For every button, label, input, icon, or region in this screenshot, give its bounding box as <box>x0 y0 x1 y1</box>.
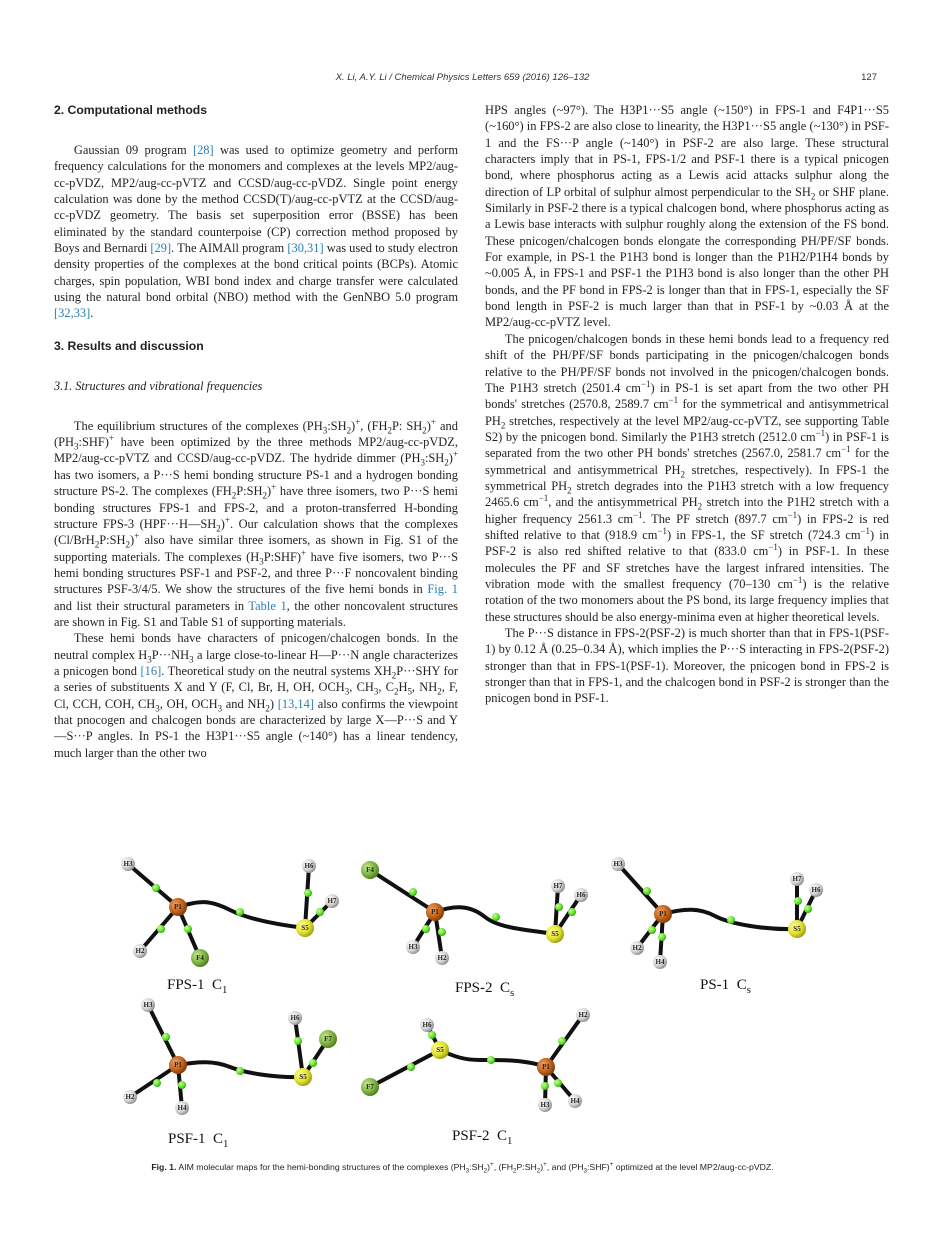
panel-fps-1 <box>100 850 350 996</box>
svg-text:S5: S5 <box>551 930 559 938</box>
citation-link-32-33[interactable]: [32,33] <box>54 306 91 321</box>
svg-text:F4: F4 <box>196 954 204 962</box>
citation-link-29[interactable]: [29] <box>150 241 172 256</box>
svg-text:H2: H2 <box>578 1011 588 1019</box>
panel-psf-2 <box>360 995 610 1145</box>
page-number: 127 <box>861 72 877 83</box>
panel-ps-1 <box>605 850 855 996</box>
svg-text:H7: H7 <box>792 875 802 883</box>
svg-text:H4: H4 <box>570 1097 580 1105</box>
svg-text:P1: P1 <box>174 903 182 911</box>
svg-text:S5: S5 <box>301 924 309 932</box>
panel-psf-1 <box>100 995 350 1150</box>
paragraph-hps-angles: HPS angles (~97°). The H3P1···S5 angle (~150°) in FPS-1 and F4P1···S5 (~160°) in FPS-2 are also close to linearity, the H3P1···S5 angle (~130°) in PSF-1 and the FS···P angle (~140°) in PSF-2 are also large. These structural characters imply that in PS-1, FPS-1/2 and PSF-1 there is a typical pnicogen bond, where phosphorus acting as a Lewis acid attacks sulphur along the direction of LP orbital of sulphur almost perpendicular to the $SH_2$ or SHF plane. Similarly in PSF-2 there is a typical chalcogen bond, where phosphorus acting as a Lewis base interacts with sulphur roughly along the extension of the FS bond. These pnicogen/chalcogen bonds elongate the corresponding PH/PF/SF bonds. For example, in PS-1 the P1H3 bond is longer than the P1H2/P1H4 bonds by ~0.005 Å, in FPS-1 and PSF-1 the P1H3 bond is also longer than the other PH bonds, and the PF bond in FPS-2 is longer than that in FPS-1, especially the SF bond length in PSF-2 is much larger than that in PSF-1 by ~0.03 Å at the MP2/aug-cc-pVTZ level. <box>485 103 889 330</box>
panel-label-ps-1: PS-1 $C_s$ <box>700 977 751 996</box>
citation-link-16[interactable]: [16] <box>140 663 162 678</box>
figure-1-link[interactable]: Fig. 1 <box>427 582 458 597</box>
figure-1-caption: Fig. 1. AIM molecular maps for the hemi-bonding structures of the complexes $(PH_3:SH_2)^+$, $(FH_2P:SH_2)^+$, and $(PH_3:SHF)^+$ optimized at the level MP2/aug-cc-pVDZ. <box>151 1161 774 1175</box>
svg-text:S5: S5 <box>793 925 801 933</box>
svg-text:H6: H6 <box>811 886 821 894</box>
citation-link-28[interactable]: [28] <box>192 143 214 157</box>
svg-text:H6: H6 <box>290 1014 300 1022</box>
svg-text:P1: P1 <box>659 910 667 918</box>
svg-text:S5: S5 <box>436 1046 444 1054</box>
svg-text:H3: H3 <box>123 860 133 868</box>
section-title-results: 3. Results and discussion <box>54 338 204 353</box>
svg-text:H4: H4 <box>655 958 665 966</box>
molecule-ps-1-diagram <box>605 850 855 975</box>
svg-text:H6: H6 <box>422 1021 432 1029</box>
left-column <box>54 102 458 761</box>
svg-text:S5: S5 <box>299 1073 307 1081</box>
molecule-fps-1-diagram <box>100 850 350 975</box>
svg-text:H6: H6 <box>576 891 586 899</box>
paragraph-computational-methods: Gaussian 09 program [28] was used to optimize geometry and perform frequency calculations for the monomers and complexes at the levels MP2/aug-cc-pVDZ, MP2/aug-cc-pVTZ and CCSD/aug-cc-pVDZ. Single point energy calculation was done by the method CCSD(T)/aug-cc-pVTZ at the CCSD/aug-cc-pVDZ geometry. The basis set superposition error (BSSE) has been eliminated by the standard counterpoise (CP) correction method proposed by Boys and Bernardi [29]. The AIMAll program [30,31] was used to study electron density properties of the complexes at the bond critical points (BCPs). Atomic charges, spin population, WBI bond index and charge transfer were calculated using the natural bond orbital (NBO) method with the GenNBO 5.0 program [32,33]. <box>54 143 458 321</box>
svg-text:P1: P1 <box>431 908 439 916</box>
svg-text:H2: H2 <box>125 1093 135 1101</box>
citation-link-30-31[interactable]: [30,31] <box>287 241 324 256</box>
paragraph-hemi-bond-characters: These hemi bonds have characters of pnicogen/chalcogen bonds. In the neutral complex $H_3P\cdot\cdot\cdot NH_3$ a large close-to-linear H—P···N angle characterizes a pnicogen bond [16]. Theoretical study on the neutral systems $XH_2P\cdot\cdot\cdot SHY$ for a series of substituents X and Y (F, Cl, Br, H, OH, $OCH_3$, $CH_3$, $C_2H_5$, $NH_2$, F, Cl, CCH, COH, $CH_3$, OH, $OCH_3$ and $NH_2$) [13,14] also confirms the viewpoint that pnocogen and chalcogen bonds are characterized by large X—P···S and Y—S···P angles. In PS-1 the H3P1···S5 angle (~140°) has a linear tendency, much larger than the other two <box>54 631 459 760</box>
panel-label-psf-1: PSF-1 $C_1$ <box>168 1131 229 1150</box>
svg-text:H2: H2 <box>437 954 447 962</box>
svg-text:H3: H3 <box>143 1001 153 1009</box>
panel-fps-2 <box>355 850 605 999</box>
svg-text:P1: P1 <box>174 1061 182 1069</box>
svg-text:H4: H4 <box>177 1104 187 1112</box>
molecule-fps-2-diagram <box>355 850 605 975</box>
svg-text:H2: H2 <box>135 947 145 955</box>
subsection-title-structures: 3.1. Structures and vibrational frequencies <box>54 378 263 393</box>
figure-1 <box>100 850 860 1155</box>
panel-label-fps-2: FPS-2 $C_s$ <box>455 980 515 999</box>
right-column <box>485 102 889 707</box>
svg-text:H3: H3 <box>613 860 623 868</box>
table-1-link[interactable]: Table 1 <box>248 598 287 613</box>
paragraph-frequency-red-shift: The pnicogen/chalcogen bonds in these hemi bonds lead to a frequency red shift of the PH/PF/SF bonds participating in the pnicogen/chalcogen bonds relative to the PH/PF/SF bonds not involved in the pnicogen/chalcogen bonds. The P1H3 stretch (2501.4 $cm^{-1}$) in PS-1 is set apart from the two other PH bonds' stretches (2570.8, 2589.7 $cm^{-1}$ for the symmetrical and antisymmetrical $PH_2$ stretches, respectively at the level MP2/aug-cc-pVTZ, see supporting Table S2) by the pnicogen bond. Similarly the P1H3 stretch (2512.0 $cm^{-1}$) in PSF-1 is separated from the two other PH bonds' stretches (2567.0, 2581.7 $cm^{-1}$ for the symmetrical and antisymmetrical $PH_2$ stretches, respectively). In FPS-1 the symmetrical $PH_2$ stretch degrades into the P1H3 stretch with a low frequency 2465.6 $cm^{-1}$, and the antisymmetrical $PH_2$ stretch into the P1H2 stretch with a higher frequency 2561.3 $cm^{-1}$. The PF stretch (897.7 $cm^{-1}$) in FPS-2 is red shifted relative to that (918.9 $cm^{-1}$) in FPS-1, the SF stretch (724.3 $cm^{-1}$) in PSF-2 is also red shifted relative to that (833.0 $cm^{-1}$) in PSF-1. In these molecules the PF and SF stretches have the largest infrared intensities. The vibration mode with the smallest frequency (70–130 $cm^{-1}$) is the relative rotation of the two monomers about the PS bond, its large frequency implies that these structures should be also energy-minima even at higher theoretical levels. <box>485 331 890 624</box>
paragraph-ps-distance: The P···S distance in FPS-2(PSF-2) is much shorter than that in FPS-1(PSF-1) by 0.12 Å (0.25–0.34 Å), which implies the P···S interacting in FPS-2(PSF-2) stronger than that in FPS-1(PSF-1). Moreover, the pnicogen bond in FPS-2 is stronger than that in FPS-1, and the chalcogen bond in PSF-2 is stronger than the pnicogen bond in PSF-1. <box>485 626 889 706</box>
paragraph-equilibrium-structures: The equilibrium structures of the complexes $(PH_3:SH_2)^+$, ($FH_2P$: $SH_2)^+$ and $(PH_3:SHF)^+$ have been optimized by the three methods MP2/aug-cc-pVDZ, MP2/aug-cc-pVTZ and CCSD/aug-cc-pVDZ. The hydride dimmer $(PH_3:SH_2)^+$ has two isomers, a P···S hemi bonding structure PS-1 and a hydrogen bonding structure PS-2. The complexes $(FH_2P:SH_2)^+$ have three isomers, two P···S hemi bonding structures FPS-1 and FPS-2, and a proton-transferred H-bonding structure FPS-3 $(HPF\cdot\cdot\cdot H—SH_2)^+$. Our calculation shows that the complexes $(Cl/BrH_2P:SH_2)^+$ also have similar three isomers, as shown in Fig. S1 of the supporting materials. The complexes $(H_3P:SHF)^+$ have five isomers, two P···S hemi bonding structures PSF-1 and PSF-2, and three P···F noncovalent binding structures PSF-3/4/5. We show the structures of the five hemi bonds in Fig. 1 and list their structural parameters in Table 1, the other noncovalent structures are shown in Fig. S1 and Table S1 of supporting materials. <box>54 416 459 629</box>
svg-text:H2: H2 <box>632 944 642 952</box>
panel-label-psf-2: PSF-2 $C_1$ <box>452 1128 513 1147</box>
molecule-psf-1-diagram <box>100 995 350 1120</box>
svg-text:H6: H6 <box>304 862 314 870</box>
molecule-psf-2-diagram <box>360 995 610 1120</box>
svg-text:H7: H7 <box>327 897 337 905</box>
citation-link-13-14[interactable]: [13,14] <box>277 696 315 711</box>
running-header <box>0 72 925 88</box>
svg-text:H3: H3 <box>408 943 418 951</box>
svg-text:F7: F7 <box>324 1035 332 1043</box>
panel-label-fps-1: FPS-1 $C_1$ <box>167 977 228 996</box>
journal-citation: X. Li, A.Y. Li / Chemical Physics Letters 659 (2016) 126–132 <box>335 72 590 83</box>
svg-text:P1: P1 <box>542 1063 550 1071</box>
svg-text:F7: F7 <box>366 1083 374 1091</box>
svg-text:F4: F4 <box>366 866 374 874</box>
svg-text:H3: H3 <box>540 1101 550 1109</box>
figure-label: Fig. 1. <box>151 1162 177 1172</box>
svg-text:H7: H7 <box>553 882 563 890</box>
section-title-computational-methods: 2. Computational methods <box>54 103 208 117</box>
